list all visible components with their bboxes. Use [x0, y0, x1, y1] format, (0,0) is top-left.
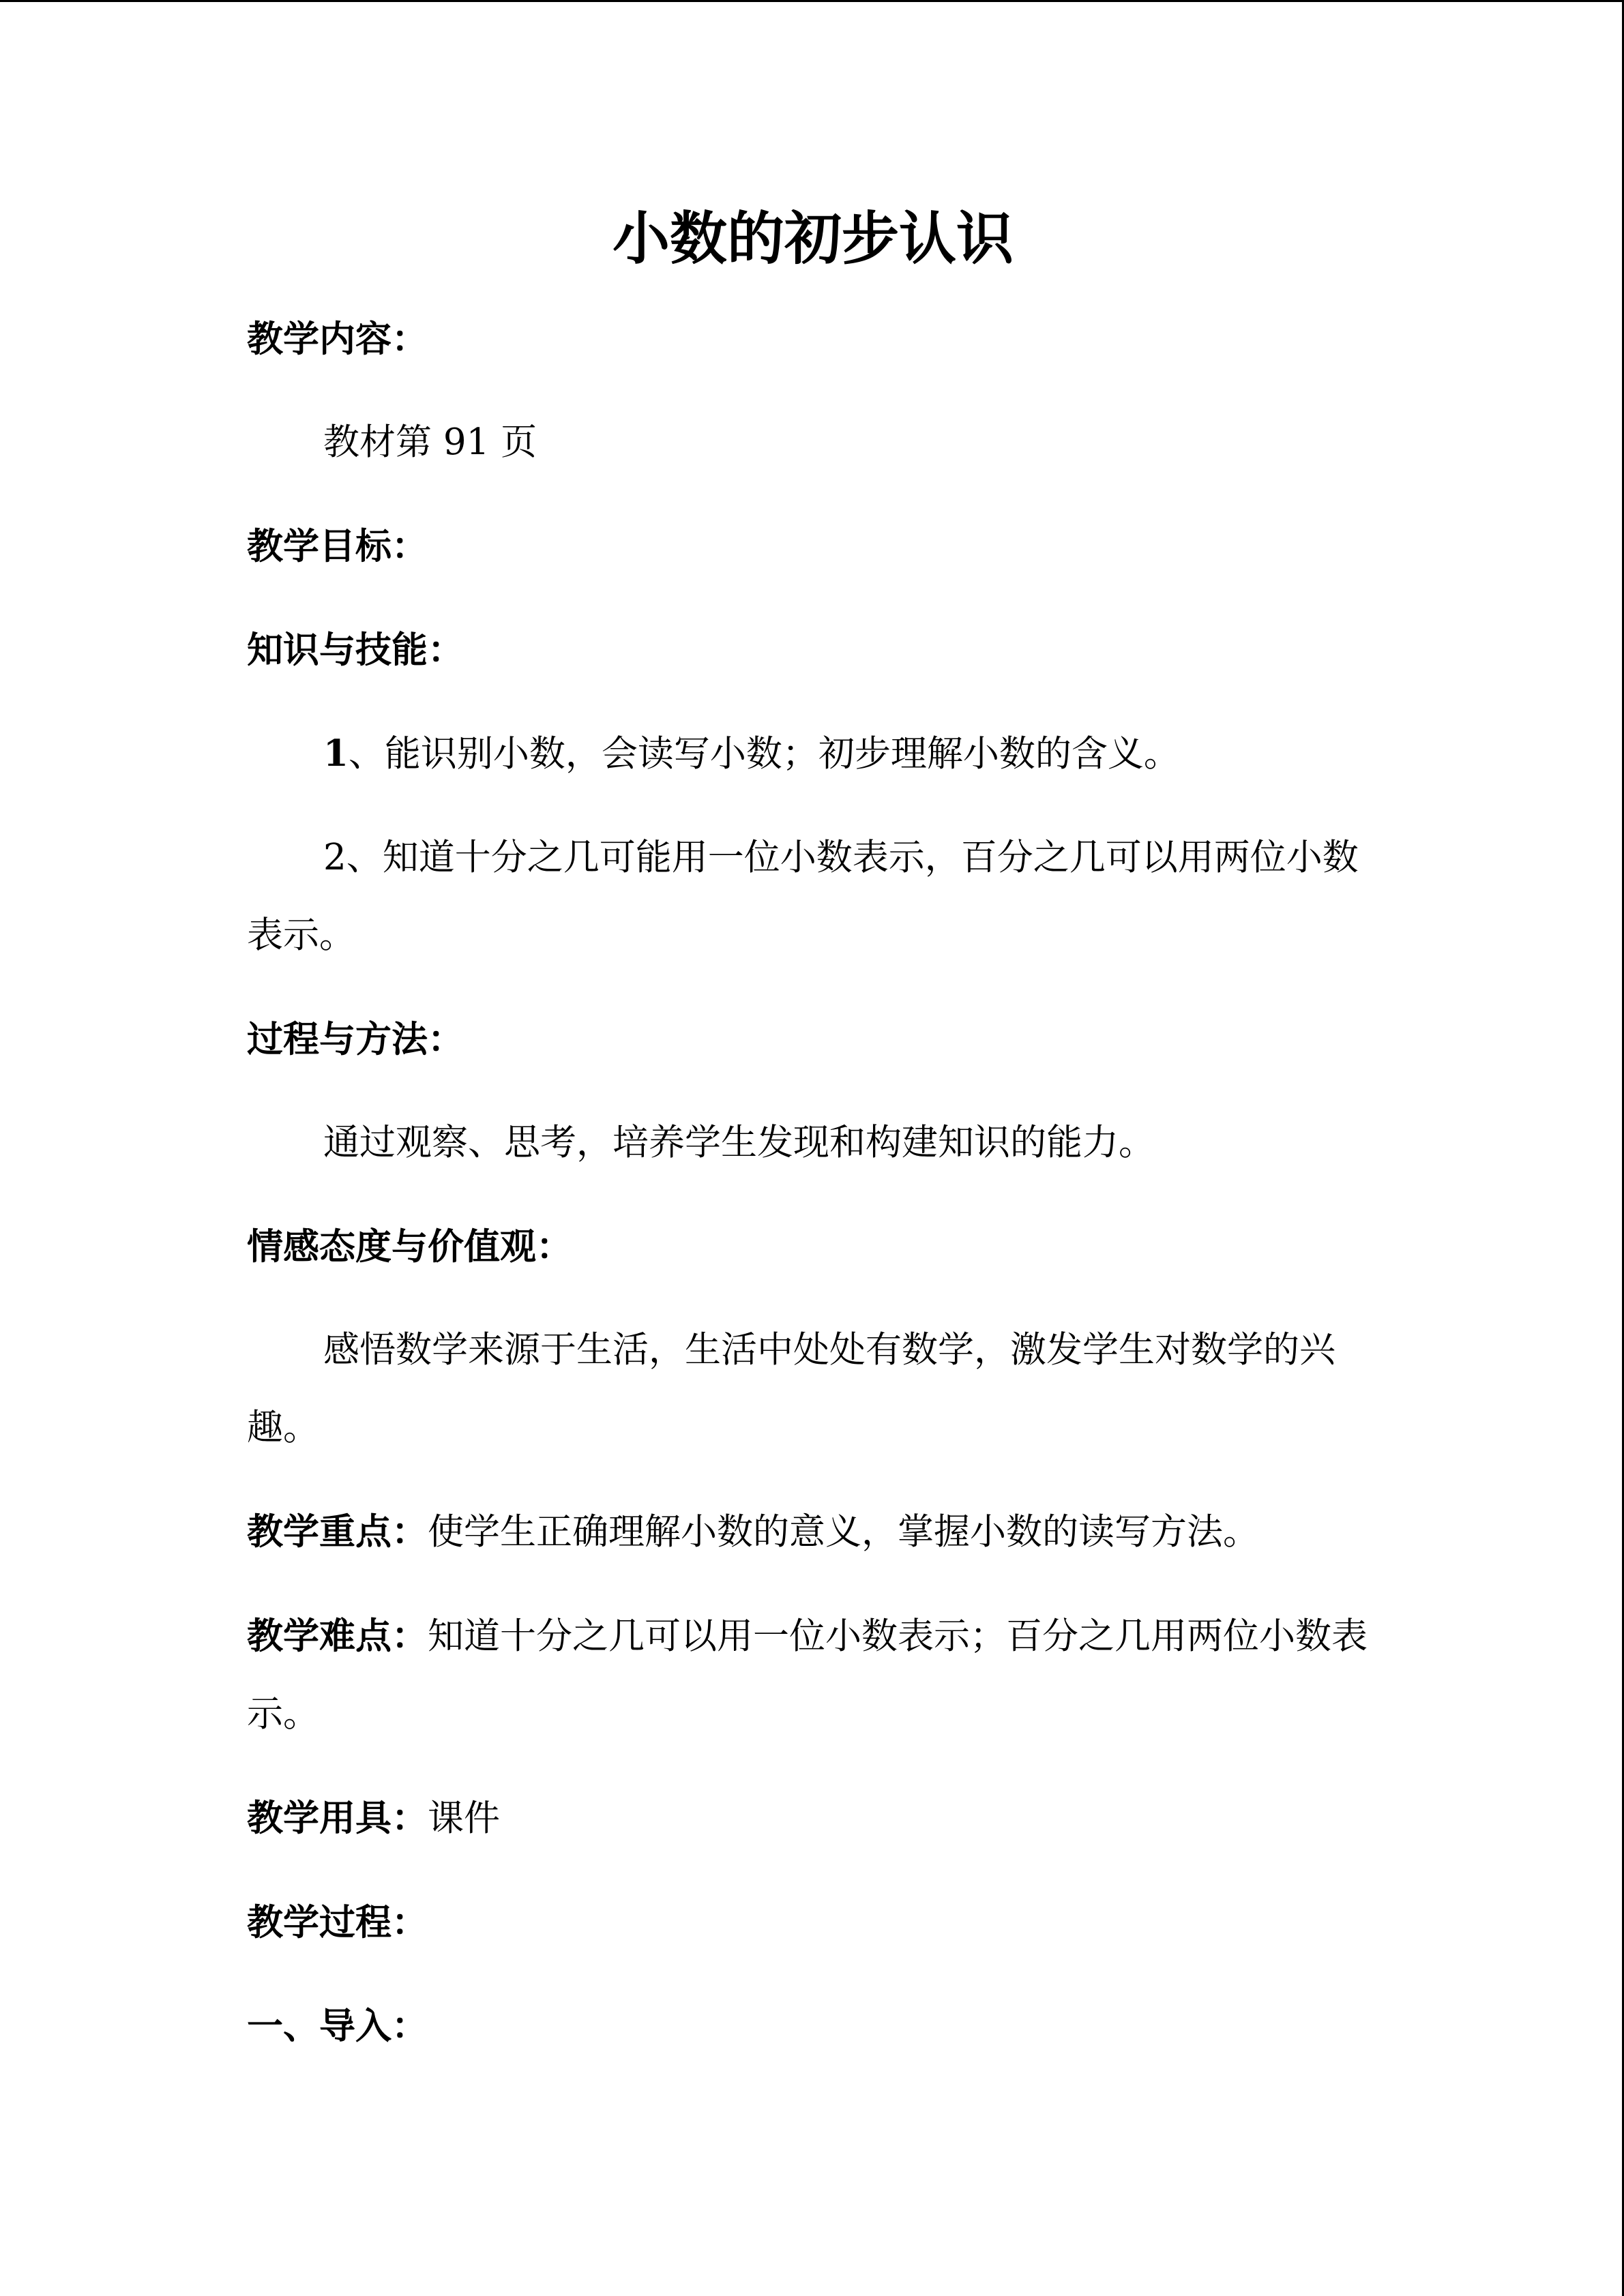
- step-1-heading: 一、导入：: [247, 2005, 428, 2047]
- key-point-label: 教学重点：: [247, 1510, 428, 1553]
- knowledge-item-1-number: 1: [323, 732, 349, 775]
- key-point-text: 使学生正确理解小数的意义，掌握小数的读写方法。: [428, 1511, 1259, 1553]
- process-steps-heading: 教学过程：: [247, 1901, 428, 1943]
- tools-paragraph: [247, 1779, 1379, 1858]
- knowledge-heading: 知识与技能：: [247, 629, 464, 671]
- attitude-heading: 情感态度与价值观：: [247, 1225, 572, 1268]
- tools-text: 课件: [428, 1798, 500, 1839]
- process-text: 通过观察、思考，培养学生发现和构建知识的能力。: [323, 1122, 1155, 1163]
- difficulty-label: 教学难点：: [247, 1615, 428, 1657]
- document-page: [247, 191, 1379, 2065]
- page-border-top: [0, 0, 1624, 2]
- difficulty-text: 知道十分之几可以用一位小数表示；百分之几用两位小数表示。: [247, 1615, 1368, 1735]
- process-heading: 过程与方法：: [247, 1018, 464, 1060]
- knowledge-item-1: [247, 715, 1379, 793]
- knowledge-item-2: 2、知道十分之几可能用一位小数表示，百分之几可以用两位小数表示。: [247, 837, 1359, 956]
- content-text: 教材第 91 页: [323, 421, 537, 463]
- attitude-text: 感悟数学来源于生活，生活中处处有数学，激发学生对数学的兴趣。: [247, 1329, 1335, 1448]
- difficulty-paragraph: [247, 1597, 1379, 1753]
- content-heading: 教学内容：: [247, 318, 428, 360]
- key-point-paragraph: [247, 1493, 1379, 1571]
- knowledge-item-1-text: 、能识别小数，会读写小数；初步理解小数的含义。: [348, 733, 1180, 775]
- tools-label: 教学用具：: [247, 1797, 428, 1839]
- goals-heading: 教学目标：: [247, 525, 428, 567]
- document-title: 小数的初步认识: [612, 205, 1014, 272]
